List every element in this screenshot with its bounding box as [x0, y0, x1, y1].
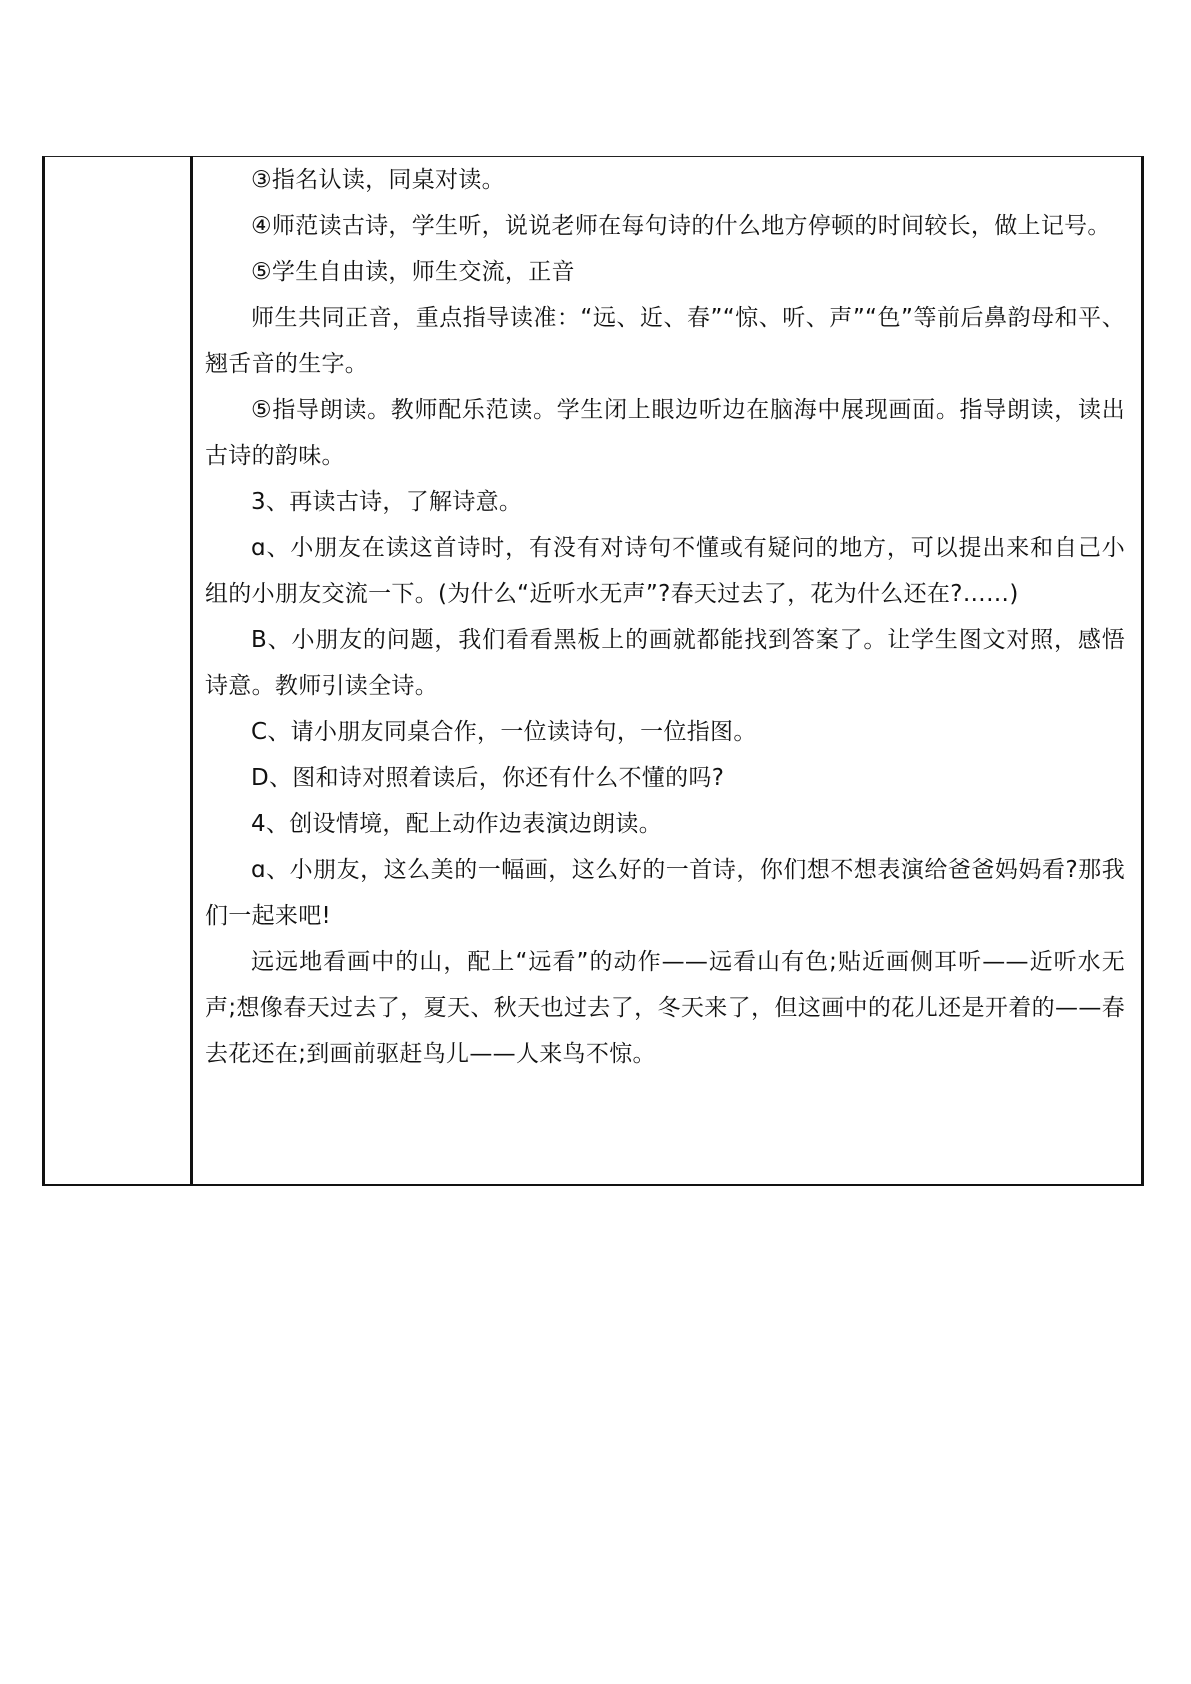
paragraph-performance-reading: 远远地看画中的山，配上“远看”的动作——远看山有色;贴近画侧耳听——近听水无声;想像春天过去了，夏天、秋天也过去了，冬天来了，但这画中的花儿还是开着的——春去花还在;到画前驱赶鸟儿——人来鸟不惊。: [205, 949, 1125, 1067]
paragraph-step-4a: ɑ、小朋友，这么美的一幅画，这么好的一首诗，你们想不想表演给爸爸妈妈看?那我们一起来吧!: [205, 857, 1125, 929]
paragraph-guided-reading: ⑤指导朗读。教师配乐范读。学生闭上眼边听边在脑海中展现画面。指导朗读，读出古诗的韵味。: [205, 397, 1125, 469]
paragraph-step-3a: ɑ、小朋友在读这首诗时，有没有对诗句不懂或有疑问的地方，可以提出来和自己小组的小朋友交流一下。(为什么“近听水无声”?春天过去了，花为什么还在?……): [205, 535, 1125, 607]
paragraph-step-3d: D、图和诗对照着读后，你还有什么不懂的吗?: [251, 765, 725, 791]
paragraph-teacher-model-reading: ④师范读古诗，学生听，说说老师在每句诗的什么地方停顿的时间较长，做上记号。: [251, 213, 1111, 239]
table-column-divider: [190, 156, 193, 1186]
paragraph-step-3: 3、再读古诗，了解诗意。: [251, 489, 523, 515]
paragraph-pointed-reading: ③指名认读，同桌对读。: [251, 167, 505, 193]
paragraph-step-3c: C、请小朋友同桌合作，一位读诗句，一位指图。: [251, 719, 757, 745]
paragraph-pronunciation-correction: 师生共同正音，重点指导读准：“远、近、春”“惊、听、声”“色”等前后鼻韵母和平、翘舌音的生字。: [205, 305, 1125, 377]
paragraph-step-4: 4、创设情境，配上动作边表演边朗读。: [251, 811, 663, 837]
paragraph-free-reading: ⑤学生自由读，师生交流，正音: [251, 259, 575, 285]
table-content-cell: [205, 157, 1125, 1077]
table-left-cell: [45, 157, 190, 1183]
paragraph-step-3b: B、小朋友的问题，我们看看黑板上的画就都能找到答案了。让学生图文对照，感悟诗意。教师引读全诗。: [205, 627, 1125, 699]
